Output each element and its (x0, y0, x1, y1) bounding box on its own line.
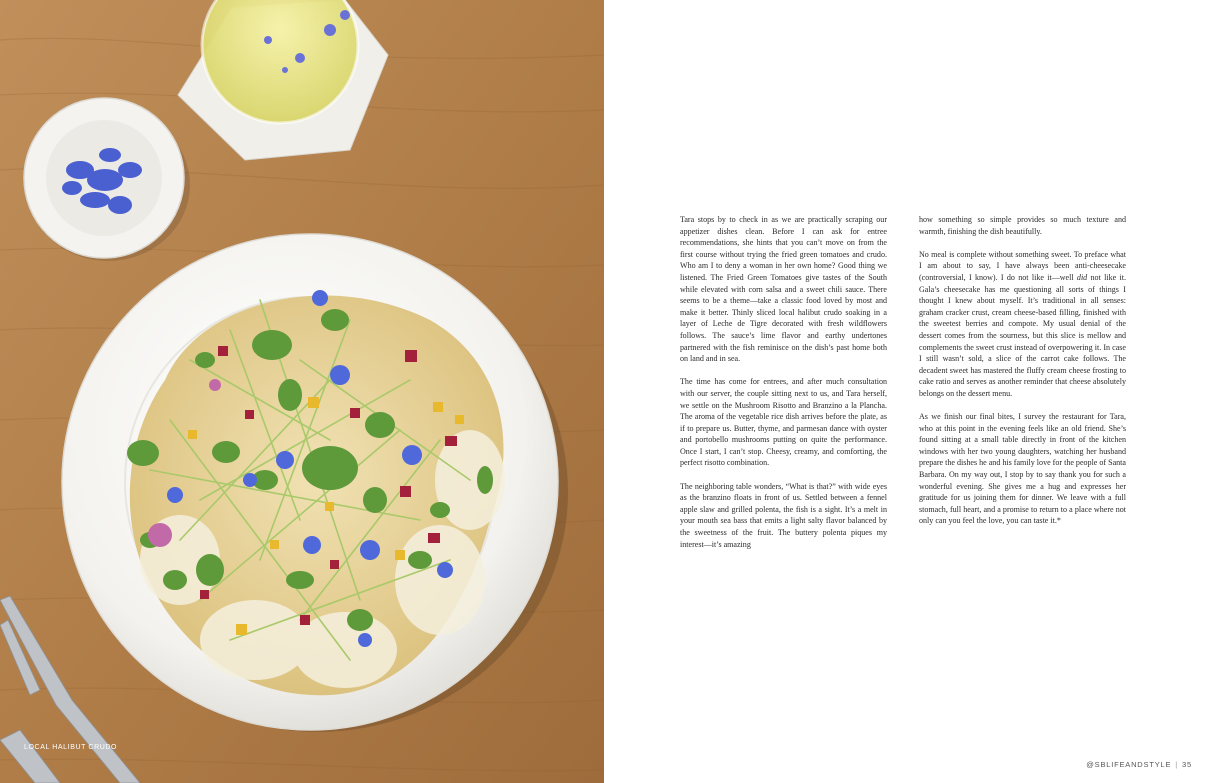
page-folio (1086, 760, 1192, 769)
folio-separator: | (1175, 760, 1179, 769)
article-column-left (680, 214, 887, 562)
paragraph-farewell: As we finish our final bites, I survey the restaurant for Tara, who at this point in the evening feels like an old friend. She’s found sitting at a small table directly in front of the kitchen windows with her two young daughters, watching her husband prepare the dishes he and his family love for the people of Santa Barbara. On my way out, I stop by to say thank you for such a wonderful evening. She gives me a hug and expresses her gratitude for us joining them for dinner. We leave with a full stomach, full heart, and a promise to return to a place where not only can you feel the love, you can taste it.* (919, 412, 1126, 526)
photo-caption: LOCAL HALIBUT CRUDO (24, 744, 118, 751)
paragraph-entrees: The time has come for entrees, and after much consultation with our server, the couple sitting next to us, and Tara herself, we settle on the Mushroom Risotto and Branzino a la Plancha. The aroma of the vegetable rice dish arrives before the plate, as if to prepare us. Butter, thyme, and parmesan dance with oyster and portobello mushrooms putting on quite the performance. Once I start, I can’t stop. Cheesy, creamy, and comforting, the perfect risotto combination. (680, 377, 887, 468)
emphasis-did: did (1076, 272, 1088, 282)
paragraph-appetizers: Tara stops by to check in as we are practically scraping our appetizer dishes clean. Before I can ask for entree recommendations, she hints that you can’t move on from the first course without trying the fried green tomatoes and crudo. Who am I to deny a woman in her own home? Good thing we listened. The Fried Green Tomatoes give tastes of the South while elevated with corn salsa and a sweet chili sauce. There seems to be a theme—take a classic food loved by most and make it better. Thinly sliced local halibut crudo soaking in a layer of Leche de Tigre decorated with fresh wildflowers follows. The sauce’s lime flavor and earthy undertones partnered with the fish reminisce on the dish’s past home both on land and in sea. (680, 215, 887, 364)
paragraph-dessert (919, 249, 1126, 400)
dessert-text-a: No meal is complete without something sweet. To preface what I am about to say, I have always been anti-cheesecake (controversial, I know). I do not like it—well (919, 249, 1126, 282)
dessert-text-b: not like it. Gala’s cheesecake has me questioning all sorts of things I thought I knew about myself. It’s traditional in all senses: graham cracker crust, cream cheese-based filling, finished with the sweetest berries and compote. My usual denial of the dessert comes from the sourness, but this slice is mellow and complements the sweet crust instead of overpowering it. In case I still wasn’t sold, a slice of the carrot cake follows. The decadent sweet has mastered the fluffy cream cheese frosting to cake ratio and serves as another reminder that cheese absolutely belongs on the dessert menu. (919, 272, 1126, 398)
article-page (604, 0, 1206, 783)
page-number: 35 (1182, 760, 1192, 769)
article-column-right (919, 214, 1126, 539)
social-handle: @SBLIFEANDSTYLE (1086, 760, 1172, 769)
paragraph-branzino: The neighboring table wonders, “What is that?” with wide eyes as the branzino floats in front of us. Settled between a fennel apple slaw and grilled polenta, the fish is a sight. It’s a melt in your mouth sea bass that emits a light salty flavor balanced by the sweetness of the fruit. The buttery polenta piques my interest—it’s amazing (680, 481, 887, 549)
paragraph-polenta: how something so simple provides so much texture and warmth, finishing the dish beautifully. (919, 215, 1126, 236)
